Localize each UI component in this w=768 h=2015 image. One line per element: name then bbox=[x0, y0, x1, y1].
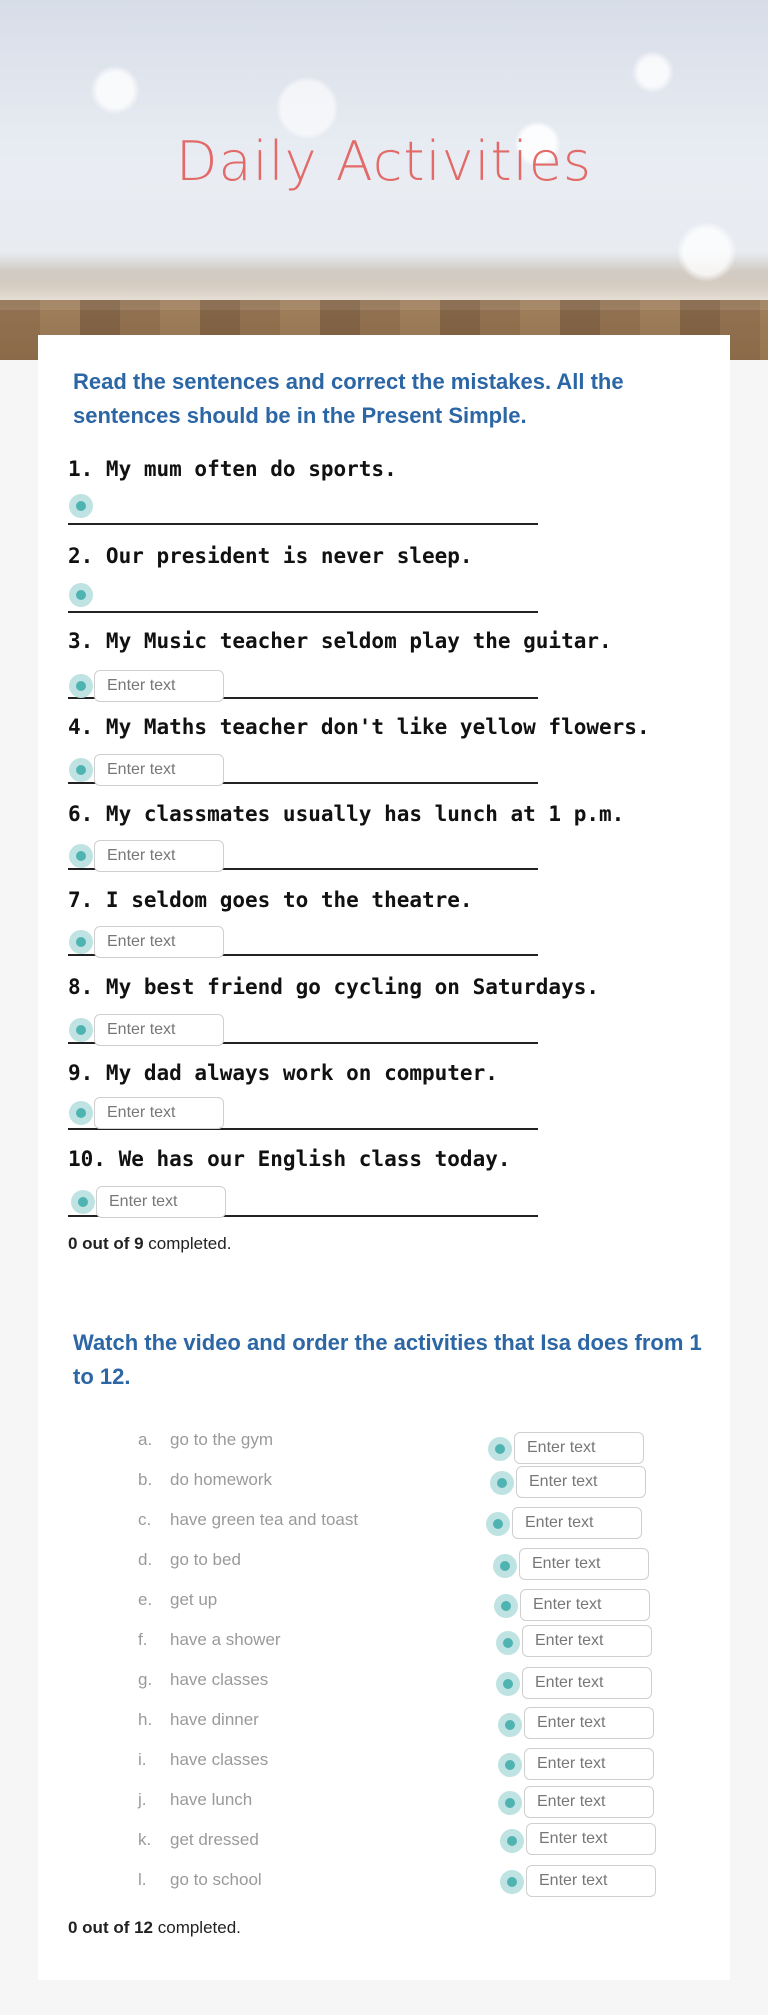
page-title: Daily Activities bbox=[175, 130, 593, 193]
progress-suffix: completed. bbox=[153, 1918, 241, 1937]
answer-input-3[interactable] bbox=[94, 670, 224, 702]
order-input-l[interactable] bbox=[526, 1865, 656, 1897]
activity-text: do homework bbox=[170, 1470, 273, 1489]
activity-letter: i. bbox=[138, 1750, 147, 1769]
section2-instruction: Watch the video and order the activities that Isa does from 1 to 12. bbox=[73, 1330, 702, 1389]
worksheet-card bbox=[38, 335, 730, 1980]
question-4: 4. My Maths teacher don't like yellow flowers. bbox=[68, 715, 650, 739]
radio-icon[interactable] bbox=[488, 1437, 512, 1461]
activity-text: have lunch bbox=[170, 1790, 253, 1809]
radio-icon[interactable] bbox=[496, 1672, 520, 1696]
section1-progress bbox=[68, 1234, 231, 1254]
radio-icon[interactable] bbox=[69, 1101, 93, 1125]
activity-letter: j. bbox=[138, 1790, 147, 1809]
order-input-k[interactable] bbox=[526, 1823, 656, 1855]
order-input-g[interactable] bbox=[522, 1667, 652, 1699]
order-input-i[interactable] bbox=[524, 1748, 654, 1780]
order-input-j[interactable] bbox=[524, 1786, 654, 1818]
answer-input-10[interactable] bbox=[96, 1186, 226, 1218]
radio-icon[interactable] bbox=[494, 1594, 518, 1618]
activity-text: get up bbox=[170, 1590, 218, 1609]
activity-letter: b. bbox=[138, 1470, 153, 1489]
order-input-e[interactable] bbox=[520, 1589, 650, 1621]
activity-text: have dinner bbox=[170, 1710, 259, 1729]
answer-input-6[interactable] bbox=[94, 840, 224, 872]
radio-icon[interactable] bbox=[498, 1753, 522, 1777]
radio-icon[interactable] bbox=[69, 844, 93, 868]
radio-icon[interactable] bbox=[69, 494, 93, 518]
answer-input-8[interactable] bbox=[94, 1014, 224, 1046]
question-6: 6. My classmates usually has lunch at 1 p.m. bbox=[68, 802, 625, 826]
radio-icon[interactable] bbox=[71, 1190, 95, 1214]
order-input-f[interactable] bbox=[522, 1625, 652, 1657]
activity-text: have green tea and toast bbox=[170, 1510, 359, 1529]
activity-letter: f. bbox=[138, 1630, 148, 1649]
progress-suffix: completed. bbox=[143, 1234, 232, 1253]
radio-icon[interactable] bbox=[490, 1471, 514, 1495]
radio-icon[interactable] bbox=[69, 674, 93, 698]
activity-text: have a shower bbox=[170, 1630, 281, 1649]
radio-icon[interactable] bbox=[69, 758, 93, 782]
activity-text: get dressed bbox=[170, 1830, 259, 1849]
activity-letter: c. bbox=[138, 1510, 152, 1529]
activity-letter: g. bbox=[138, 1670, 153, 1689]
radio-icon[interactable] bbox=[486, 1512, 510, 1536]
radio-icon[interactable] bbox=[69, 1018, 93, 1042]
activity-letter: h. bbox=[138, 1710, 153, 1729]
header-banner bbox=[0, 0, 768, 360]
activity-letter: e. bbox=[138, 1590, 153, 1609]
activity-text: go to school bbox=[170, 1870, 262, 1889]
radio-icon[interactable] bbox=[69, 930, 93, 954]
order-input-b[interactable] bbox=[516, 1466, 646, 1498]
order-input-h[interactable] bbox=[524, 1707, 654, 1739]
radio-icon[interactable] bbox=[500, 1870, 524, 1894]
question-2: 2. Our president is never sleep. bbox=[68, 544, 473, 568]
question-3: 3. My Music teacher seldom play the guitar. bbox=[68, 629, 612, 653]
activity-letter: k. bbox=[138, 1830, 152, 1849]
answer-input-9[interactable] bbox=[94, 1097, 224, 1129]
answer-line bbox=[68, 523, 538, 525]
section2-progress bbox=[68, 1918, 241, 1938]
section1-instruction: Read the sentences and correct the mistakes. All the sentences should be in the Present Simple. bbox=[73, 369, 624, 428]
radio-icon[interactable] bbox=[500, 1829, 524, 1853]
order-input-c[interactable] bbox=[512, 1507, 642, 1539]
activity-letter: d. bbox=[138, 1550, 153, 1569]
activity-text: go to bed bbox=[170, 1550, 241, 1569]
radio-icon[interactable] bbox=[69, 583, 93, 607]
radio-icon[interactable] bbox=[493, 1554, 517, 1578]
answer-line bbox=[68, 611, 538, 613]
activity-text: go to the gym bbox=[170, 1430, 274, 1449]
question-9: 9. My dad always work on computer. bbox=[68, 1061, 498, 1085]
progress-count: 0 out of 12 bbox=[68, 1918, 154, 1937]
activity-letter: a. bbox=[138, 1430, 153, 1449]
answer-input-4[interactable] bbox=[94, 754, 224, 786]
question-1: 1. My mum often do sports. bbox=[68, 457, 397, 481]
answer-input-7[interactable] bbox=[94, 926, 224, 958]
progress-count: 0 out of 9 bbox=[68, 1234, 144, 1253]
order-input-d[interactable] bbox=[519, 1548, 649, 1580]
activity-letter: l. bbox=[138, 1870, 147, 1889]
radio-icon[interactable] bbox=[496, 1631, 520, 1655]
activity-text: have classes bbox=[170, 1750, 269, 1769]
activity-text: have classes bbox=[170, 1670, 269, 1689]
question-8: 8. My best friend go cycling on Saturdays. bbox=[68, 975, 600, 999]
radio-icon[interactable] bbox=[498, 1791, 522, 1815]
question-7: 7. I seldom goes to the theatre. bbox=[68, 888, 473, 912]
order-input-a[interactable] bbox=[514, 1432, 644, 1464]
radio-icon[interactable] bbox=[498, 1713, 522, 1737]
question-10: 10. We has our English class today. bbox=[68, 1147, 511, 1171]
